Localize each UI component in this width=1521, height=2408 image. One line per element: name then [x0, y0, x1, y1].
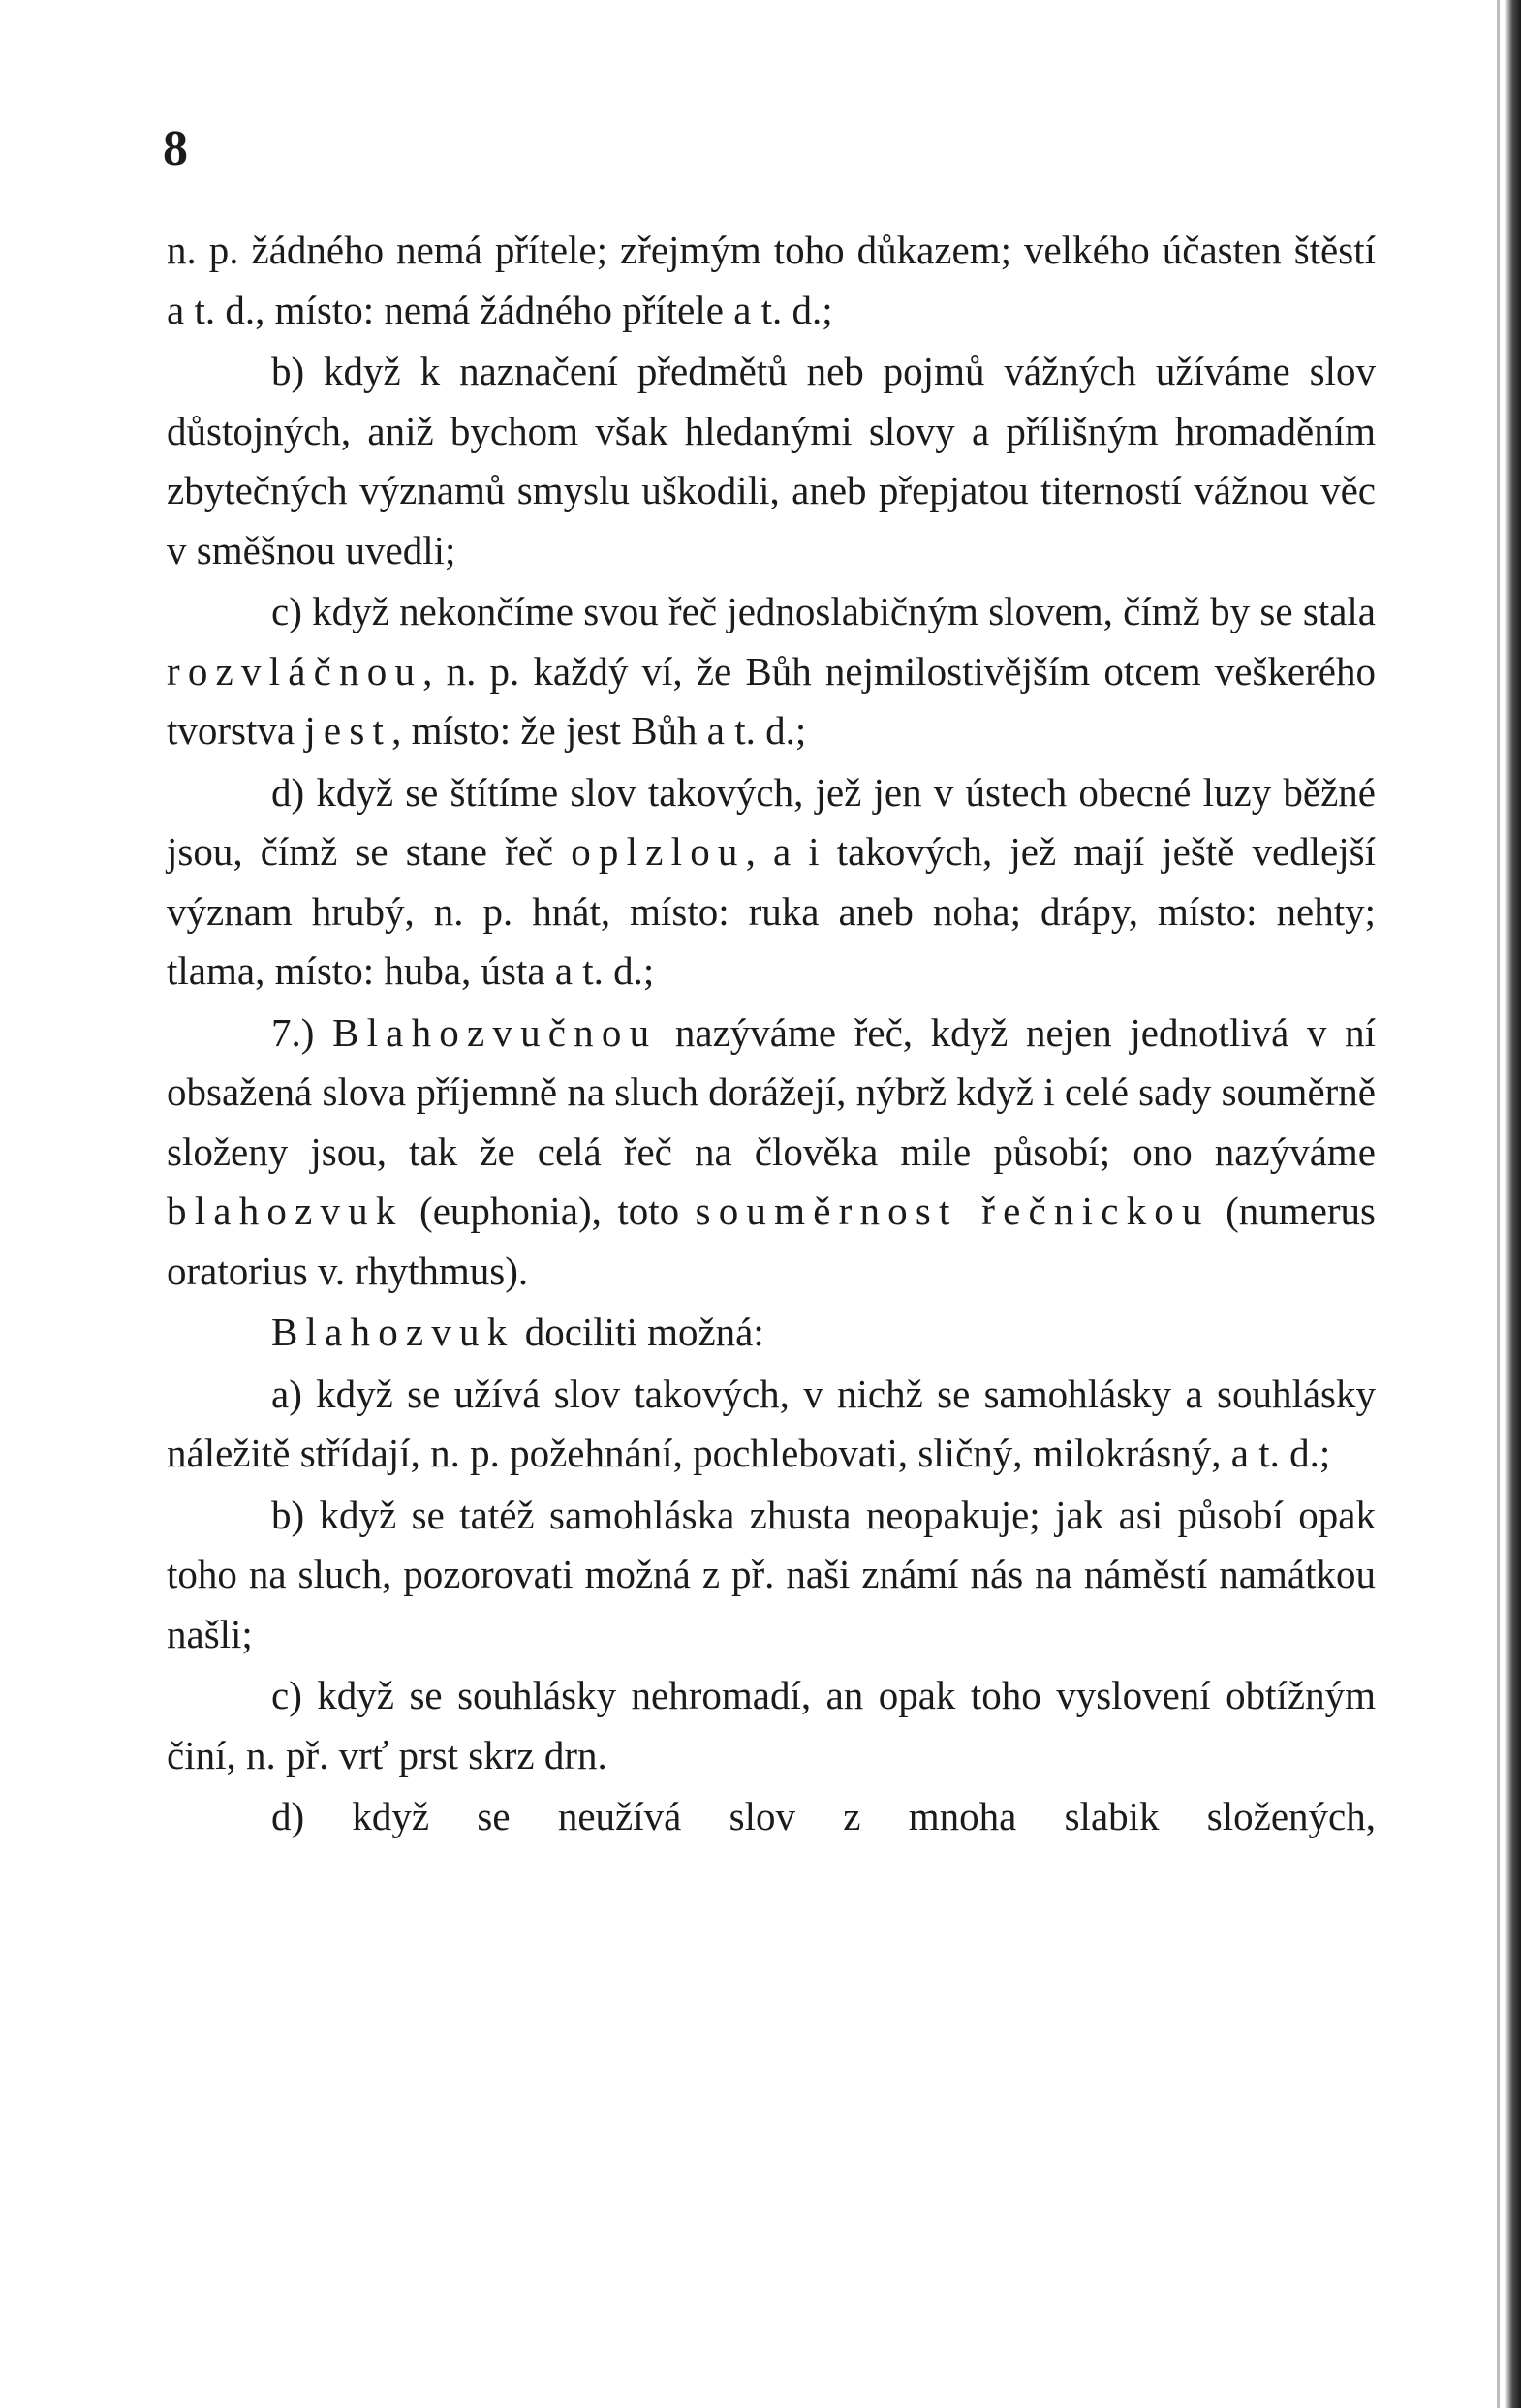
paragraph-point-c [167, 582, 1376, 761]
page-edge-line [1497, 0, 1500, 2408]
text-run: d) když se štítíme slov takových, jež jen v ústech obecné luzy běžné jsou, čímž se stane řeč [167, 769, 1376, 874]
text-run: (numerus oratorius v. rhythmus). [167, 1189, 1376, 1293]
text-run: nazýváme řeč, když nejen jednotlivá v ní obsažená slova příjemně na sluch dorážejí, nýbrž když i celé sady souměrně složeny jsou, tak že celá řeč na člověka mile působí; ono nazýváme [167, 1009, 1376, 1174]
paragraph-point-b: b) když k naznačení předmětů neb pojmů vážných užíváme slov důstojných, aniž bychom však hledanými slovy a přílišným hromaděním zbytečných významů smyslu uškodili, aneb přepjatou titerností vážnou věc v směšnou uvedli; [167, 349, 1376, 572]
text-run: , a i takových, jež mají ještě vedlejší význam hrubý, n. p. hnát, místo: ruka aneb noha; drápy, místo: nehty; tlama, místo: huba, ústa a t. d.; [167, 829, 1376, 993]
text-run: , místo: že jest Bůh a t. d.; [391, 708, 807, 753]
spaced-term: oplzlou [571, 829, 746, 874]
text-run: dociliti možná: [514, 1310, 764, 1354]
paragraph-rule-a: a) když se užívá slov takových, v nichž se samohlásky a souhlásky náležitě střídají, n. p. požehnání, pochlebovati, sličný, milokrásný, a t. d.; [167, 1371, 1376, 1475]
spaced-term: jest [304, 708, 392, 753]
text-run: , n. p. každý ví, že Bůh nejmilostivějším otcem veškerého tvorstva [167, 648, 1376, 753]
paragraph-section-7 [167, 1003, 1376, 1302]
body-text [167, 221, 1376, 1849]
text-run: 7.) [271, 1009, 333, 1055]
spaced-term: souměrnost řečnickou [695, 1189, 1210, 1233]
paragraph-blahozvuk-intro [167, 1303, 1376, 1363]
text-run: (euphonia), toto [403, 1189, 696, 1233]
spaced-term: Blahozvučnou [332, 1009, 658, 1055]
text-run: c) když nekončíme svou řeč jednoslabičným slovem, čímž by se stala [271, 589, 1376, 633]
page-edge-shadow [1505, 0, 1521, 2408]
spaced-term: Blahozvuk [271, 1310, 515, 1354]
page-number: 8 [163, 121, 188, 176]
paragraph-rule-c: c) když se souhlásky nehromadí, an opak toho vyslovení obtížným činí, n. př. vrť prst skrz drn. [167, 1673, 1376, 1777]
paragraph-rule-d: d) když se neužívá slov z mnoha slabik složených, [271, 1794, 1376, 1838]
spaced-term: blahozvuk [167, 1189, 404, 1233]
spaced-term: rozvláčnou [167, 648, 423, 694]
paragraph-continuation: n. p. žádného nemá přítele; zřejmým toho důkazem; velkého účasten štěstí a t. d., místo: nemá žádného přítele a t. d.; [167, 228, 1376, 332]
paragraph-point-d [167, 763, 1376, 1002]
paragraph-rule-b: b) když se tatéž samohláska zhusta neopakuje; jak asi působí opak toho na sluch, pozorovati možná z př. naši známí nás na náměstí namátkou našli; [167, 1492, 1376, 1656]
